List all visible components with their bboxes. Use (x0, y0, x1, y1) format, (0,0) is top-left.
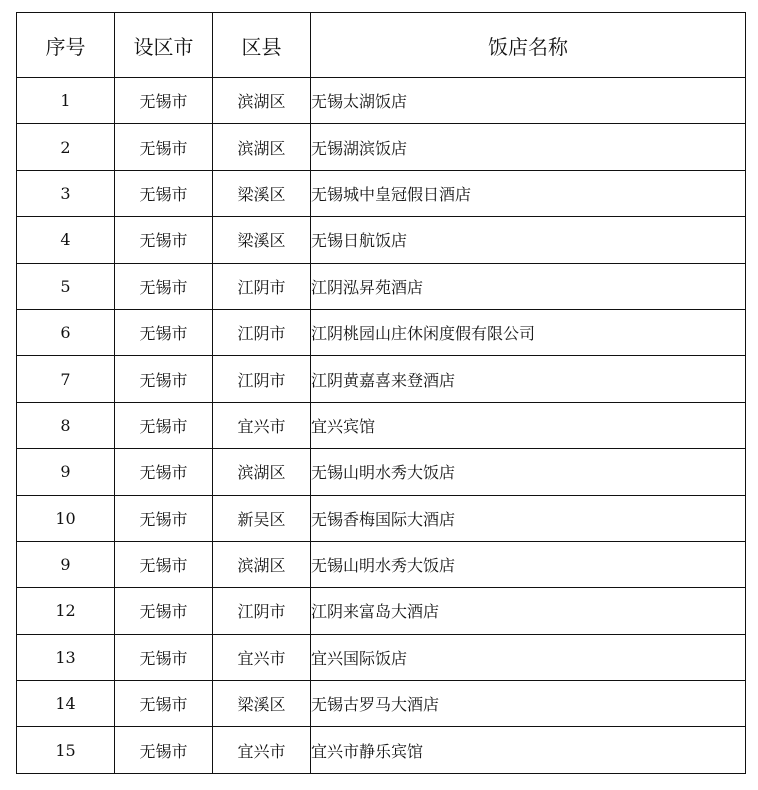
table-row (17, 170, 746, 216)
cell-district: 宜兴市 (213, 402, 311, 448)
cell-city: 无锡市 (115, 356, 213, 402)
cell-hotel-name: 无锡山明水秀大饭店 (311, 541, 746, 587)
cell-district: 江阴市 (213, 588, 311, 634)
cell-hotel-name: 江阴泓昇苑酒店 (311, 263, 746, 309)
cell-hotel-name: 江阴桃园山庄休闲度假有限公司 (311, 309, 746, 355)
cell-district: 滨湖区 (213, 124, 311, 170)
cell-city: 无锡市 (115, 309, 213, 355)
cell-hotel-name: 无锡日航饭店 (311, 217, 746, 263)
cell-district: 宜兴市 (213, 634, 311, 680)
cell-district: 江阴市 (213, 309, 311, 355)
cell-serial-number: 6 (17, 309, 115, 355)
cell-city: 无锡市 (115, 541, 213, 587)
cell-serial-number: 5 (17, 263, 115, 309)
cell-serial-number: 15 (17, 727, 115, 773)
table-row (17, 356, 746, 402)
header-row (17, 13, 746, 78)
table-row (17, 309, 746, 355)
cell-hotel-name: 宜兴市静乐宾馆 (311, 727, 746, 773)
cell-hotel-name: 无锡香梅国际大酒店 (311, 495, 746, 541)
cell-city: 无锡市 (115, 78, 213, 124)
cell-serial-number: 1 (17, 78, 115, 124)
table-row (17, 402, 746, 448)
hotel-list-table (16, 12, 746, 774)
cell-serial-number: 12 (17, 588, 115, 634)
table-row (17, 727, 746, 773)
cell-city: 无锡市 (115, 263, 213, 309)
cell-hotel-name: 无锡山明水秀大饭店 (311, 449, 746, 495)
cell-district: 滨湖区 (213, 449, 311, 495)
table-row (17, 263, 746, 309)
cell-serial-number: 4 (17, 217, 115, 263)
cell-serial-number: 10 (17, 495, 115, 541)
cell-serial-number: 8 (17, 402, 115, 448)
cell-district: 江阴市 (213, 356, 311, 402)
cell-district: 梁溪区 (213, 170, 311, 216)
cell-city: 无锡市 (115, 495, 213, 541)
cell-hotel-name: 江阴黄嘉喜来登酒店 (311, 356, 746, 402)
table-row (17, 634, 746, 680)
cell-city: 无锡市 (115, 402, 213, 448)
cell-hotel-name: 宜兴宾馆 (311, 402, 746, 448)
cell-serial-number: 9 (17, 541, 115, 587)
cell-city: 无锡市 (115, 634, 213, 680)
table-row (17, 78, 746, 124)
table-header (17, 13, 746, 78)
cell-district: 滨湖区 (213, 541, 311, 587)
cell-hotel-name: 宜兴国际饭店 (311, 634, 746, 680)
header-district: 区县 (213, 13, 311, 78)
table-row (17, 217, 746, 263)
cell-hotel-name: 无锡太湖饭店 (311, 78, 746, 124)
table-row (17, 124, 746, 170)
cell-hotel-name: 无锡城中皇冠假日酒店 (311, 170, 746, 216)
cell-serial-number: 9 (17, 449, 115, 495)
cell-hotel-name: 无锡湖滨饭店 (311, 124, 746, 170)
cell-serial-number: 7 (17, 356, 115, 402)
cell-district: 滨湖区 (213, 78, 311, 124)
cell-serial-number: 14 (17, 681, 115, 727)
cell-hotel-name: 江阴来富岛大酒店 (311, 588, 746, 634)
cell-serial-number: 2 (17, 124, 115, 170)
cell-district: 宜兴市 (213, 727, 311, 773)
cell-district: 新吴区 (213, 495, 311, 541)
cell-district: 梁溪区 (213, 681, 311, 727)
cell-city: 无锡市 (115, 588, 213, 634)
table-body (17, 78, 746, 774)
cell-city: 无锡市 (115, 170, 213, 216)
table-row (17, 495, 746, 541)
cell-city: 无锡市 (115, 727, 213, 773)
header-serial-number: 序号 (17, 13, 115, 78)
cell-serial-number: 3 (17, 170, 115, 216)
cell-district: 梁溪区 (213, 217, 311, 263)
cell-city: 无锡市 (115, 217, 213, 263)
cell-city: 无锡市 (115, 681, 213, 727)
header-hotel-name: 饭店名称 (311, 13, 746, 78)
table-row (17, 449, 746, 495)
cell-city: 无锡市 (115, 124, 213, 170)
table-row (17, 541, 746, 587)
cell-city: 无锡市 (115, 449, 213, 495)
cell-district: 江阴市 (213, 263, 311, 309)
cell-hotel-name: 无锡古罗马大酒店 (311, 681, 746, 727)
table-row (17, 588, 746, 634)
header-city: 设区市 (115, 13, 213, 78)
table-row (17, 681, 746, 727)
cell-serial-number: 13 (17, 634, 115, 680)
